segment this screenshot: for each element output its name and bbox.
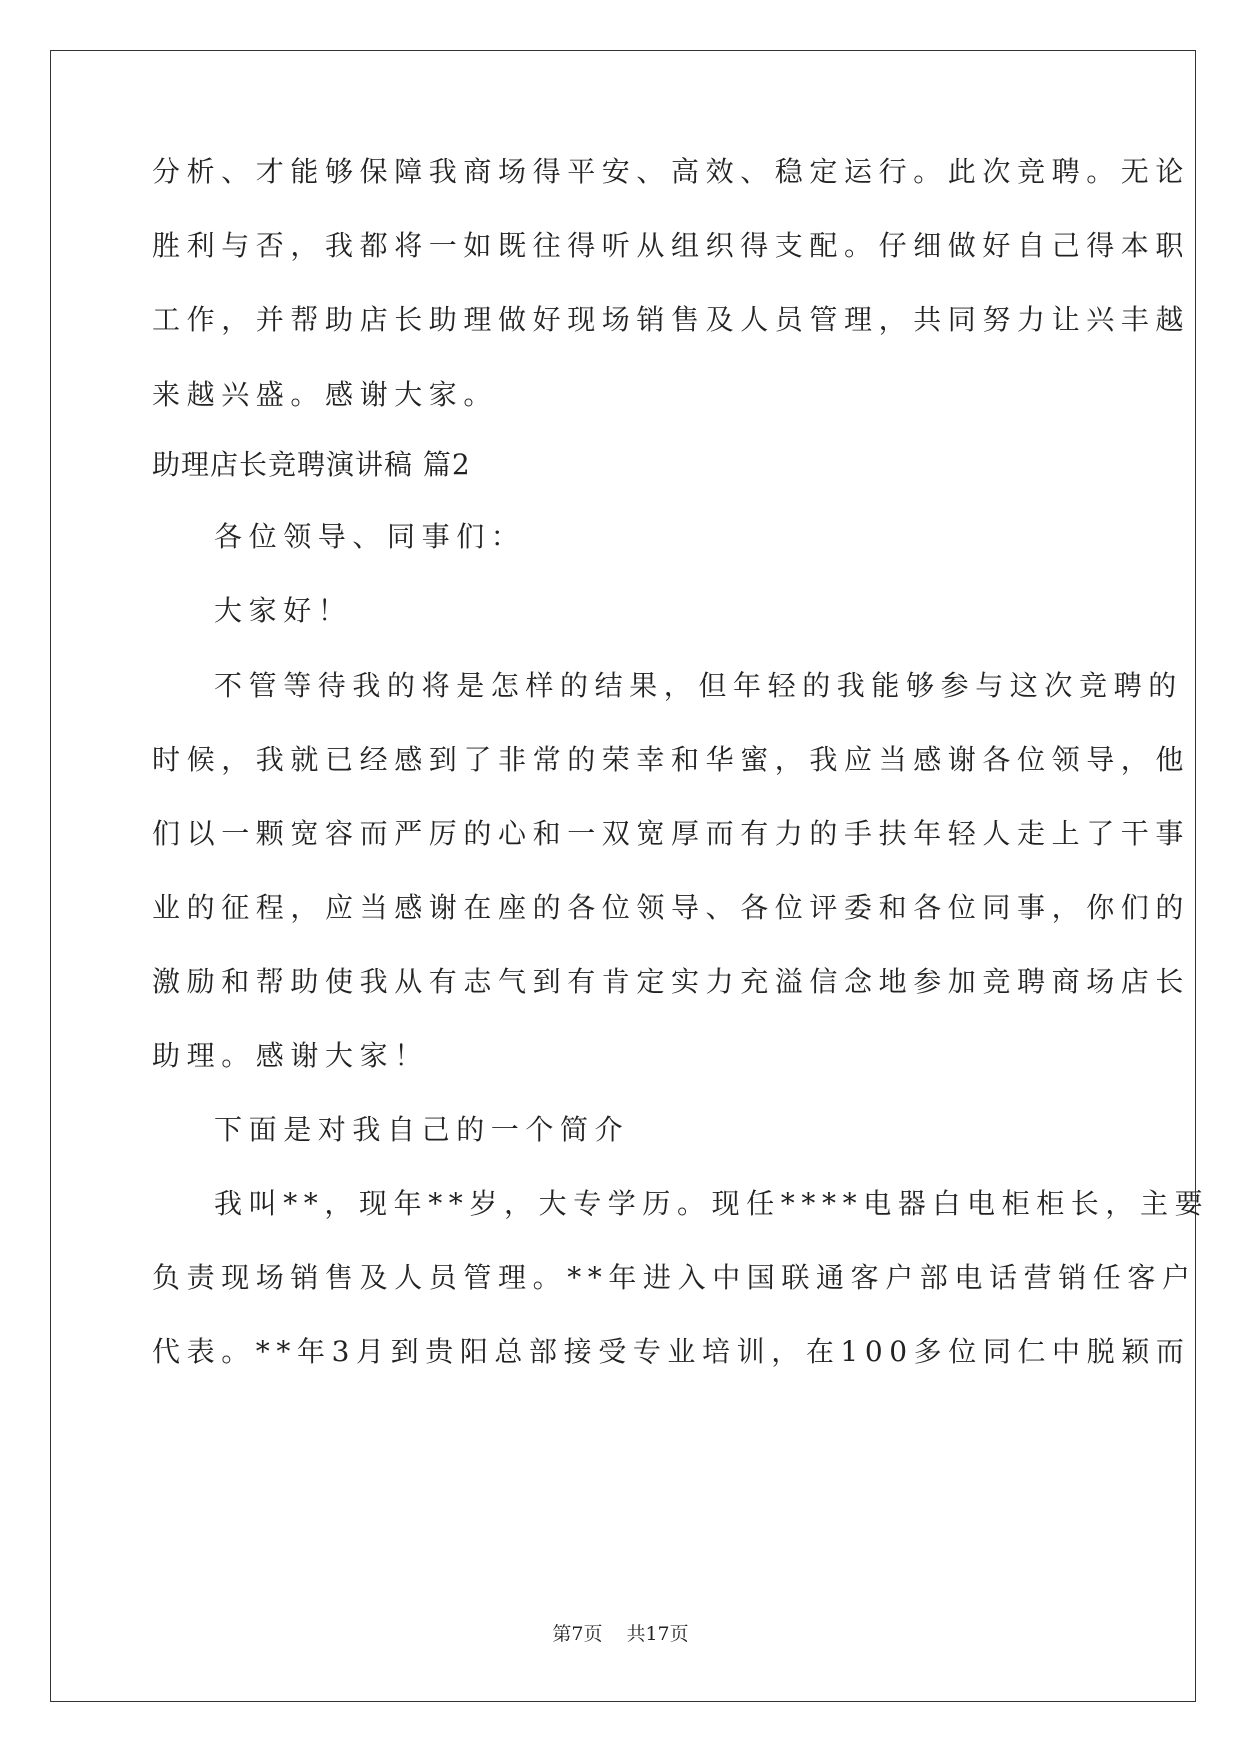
salutation: 各位领导、同事们： xyxy=(214,520,526,553)
paragraph-first-line: 我叫**，现年**岁，大专学历。现任****电器白电柜柜长，主要 xyxy=(214,1187,1210,1220)
body-text-line: 负责现场销售及人员管理。**年进入中国联通客户部电话营销任客户 xyxy=(152,1261,1197,1294)
paragraph-first-line: 下面是对我自己的一个简介 xyxy=(214,1113,630,1146)
body-text-line: 助理。感谢大家！ xyxy=(152,1039,429,1072)
body-text-line: 激励和帮助使我从有志气到有肯定实力充溢信念地参加竞聘商场店长 xyxy=(152,965,1191,998)
body-text-line: 工作，并帮助店长助理做好现场销售及人员管理，共同努力让兴丰越 xyxy=(152,303,1191,336)
body-text-line: 业的征程，应当感谢在座的各位领导、各位评委和各位同事，你们的 xyxy=(152,891,1191,924)
body-text-line: 胜利与否，我都将一如既往得听从组织得支配。仔细做好自己得本职 xyxy=(152,229,1191,262)
section-heading: 助理店长竞聘演讲稿 篇2 xyxy=(152,448,471,481)
page-number: 第7页 xyxy=(552,1623,603,1645)
page-border xyxy=(50,50,1210,1702)
body-text-line: 代表。**年3月到贵阳总部接受专业培训，在100多位同仁中脱颖而 xyxy=(152,1335,1191,1368)
body-text-line: 们以一颗宽容而严厉的心和一双宽厚而有力的手扶年轻人走上了干事 xyxy=(152,817,1191,850)
greeting: 大家好！ xyxy=(214,594,353,627)
body-text-line: 来越兴盛。感谢大家。 xyxy=(152,378,499,411)
body-text-line: 时候，我就已经感到了非常的荣幸和华蜜，我应当感谢各位领导，他 xyxy=(152,743,1191,776)
page-footer xyxy=(0,1622,1241,1646)
page-total: 共17页 xyxy=(626,1623,689,1645)
paragraph-first-line: 不管等待我的将是怎样的结果，但年轻的我能够参与这次竞聘的 xyxy=(214,669,1183,702)
body-text-line: 分析、才能够保障我商场得平安、高效、稳定运行。此次竞聘。无论 xyxy=(152,155,1191,188)
